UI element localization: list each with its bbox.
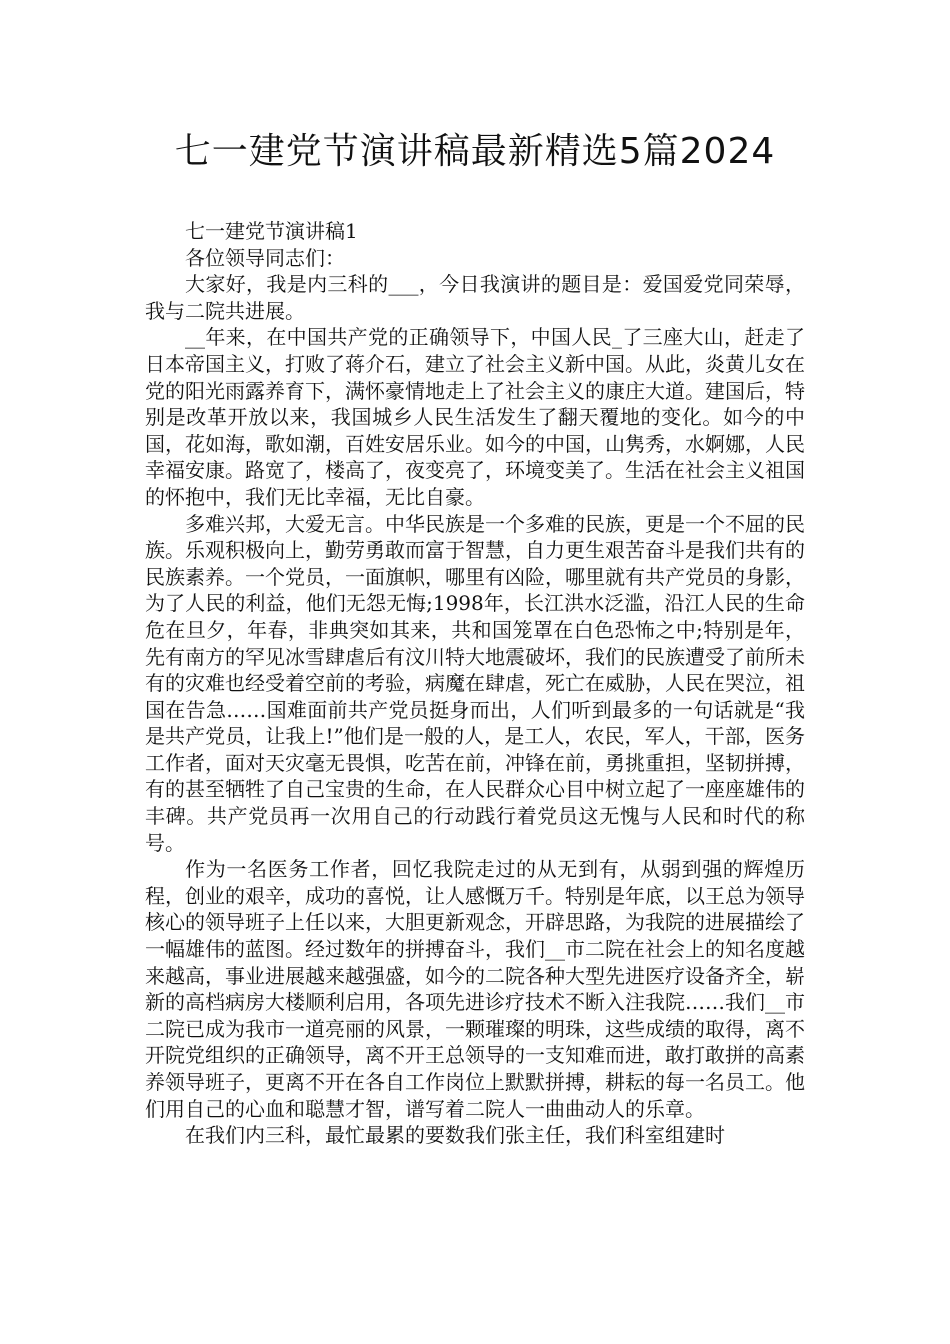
document-title: 七一建党节演讲稿最新精选5篇2024 [174, 131, 776, 172]
paragraph-history: __年来，在中国共产党的正确领导下，中国人民_了三座大山，赶走了日本帝国主义，打败了蒋介石，建立了社会主义新中国。从此，炎黄儿女在党的阳光雨露养育下，满怀豪情地走上了社会主义的康庄大道。建国后，特别是改革开放以来，我国城乡人民生活发生了翻天覆地的变化。如今的中国，花如海，歌如潮，百姓安居乐业。如今的中国，山隽秀，水婀娜，人民幸福安康。路宽了，楼高了，夜变亮了，环境变美了。生活在社会主义祖国的怀抱中，我们无比幸福，无比自豪。 [145, 325, 805, 509]
paragraph-greeting: 大家好，我是内三科的___，今日我演讲的题目是：爱国爱党同荣辱，我与二院共进展。 [145, 272, 805, 323]
section-heading: 七一建党节演讲稿1 [185, 219, 358, 243]
document-body [145, 218, 805, 1149]
salutation: 各位领导同志们： [185, 245, 345, 270]
paragraph-hospital: 作为一名医务工作者，回忆我院走过的从无到有，从弱到强的辉煌历程，创业的艰辛，成功的喜悦，让人感慨万千。特别是年底，以王总为领导核心的领导班子上任以来，大胆更新观念，开辟思路，为我院的进展描绘了一幅雄伟的蓝图。经过数年的拼搏奋斗，我们__市二院在社会上的知名度越来越高，事业进展越来越强盛，如今的二院各种大型先进医疗设备齐全，崭新的高档病房大楼顺利启用，各项先进诊疗技术不断入注我院……我们__市二院已成为我市一道亮丽的风景，一颗璀璨的明珠，这些成绩的取得，离不开院党组织的正确领导，离不开王总领导的一支知难而进，敢打敢拼的高素养领导班子，更离不开在各自工作岗位上默默拼搏，耕耘的每一名员工。他们用自己的心血和聪慧才智，谱写着二院人一曲曲动人的乐章。 [145, 857, 805, 1121]
paragraph-department: 在我们内三科，最忙最累的要数我们张主任，我们科室组建时 [185, 1123, 725, 1148]
paragraph-hardship: 多难兴邦，大爱无言。中华民族是一个多难的民族，更是一个不屈的民族。乐观积极向上，勤劳勇敢而富于智慧，自力更生艰苦奋斗是我们共有的民族素养。一个党员，一面旗帜，哪里有凶险，哪里就有共产党员的身影，为了人民的利益，他们无怨无悔;1998年，长江洪水泛滥，沿江人民的生命危在旦夕，年春，非典突如其来，共和国笼罩在白色恐怖之中;特别是年，先有南方的罕见冰雪肆虐后有汶川特大地震破坏，我们的民族遭受了前所未有的灾难也经受着空前的考验，病魔在肆虐，死亡在威胁，人民在哭泣，祖国在告急……国难面前共产党员挺身而出，人们听到最多的一句话就是“我是共产党员，让我上!”他们是一般的人，是工人，农民，军人，干部，医务工作者，面对天灾毫无畏惧，吃苦在前，冲锋在前，勇挑重担，坚韧拼搏，有的甚至牺牲了自己宝贵的生命，在人民群众心目中树立起了一座座雄伟的丰碑。共产党员再一次用自己的行动践行着党员这无愧与人民和时代的称号。 [145, 511, 805, 855]
